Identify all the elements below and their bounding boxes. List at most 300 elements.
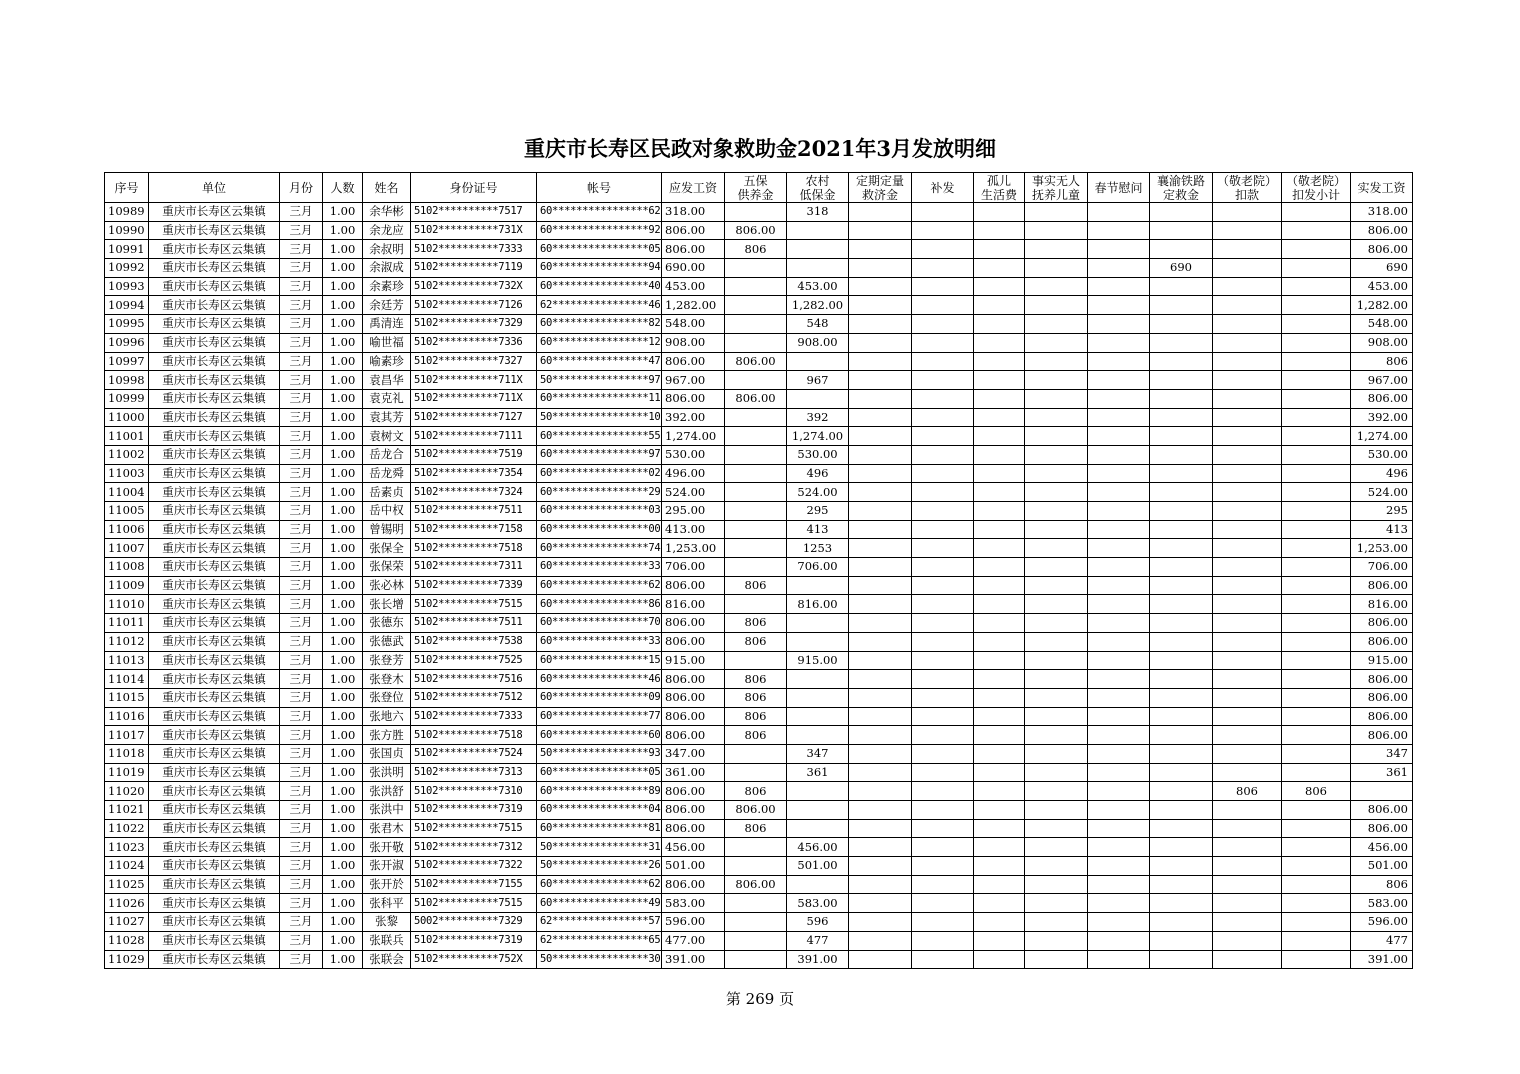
table-cell	[912, 352, 974, 371]
table-cell: 60****************02	[537, 464, 662, 483]
table-cell: 1,282.00	[1351, 296, 1413, 315]
table-cell: 张登位	[363, 688, 411, 707]
table-cell: 三月	[280, 240, 323, 259]
table-cell: 11006	[105, 520, 149, 539]
table-cell	[1025, 408, 1088, 427]
table-cell: 10999	[105, 389, 149, 408]
table-cell: 60****************11	[537, 389, 662, 408]
table-cell: 501.00	[1351, 857, 1413, 876]
table-cell	[912, 203, 974, 222]
table-cell	[1025, 240, 1088, 259]
table-cell: 60****************03	[537, 502, 662, 521]
table-cell: 60****************89	[537, 782, 662, 801]
table-cell	[1282, 614, 1351, 633]
table-cell: 548	[787, 315, 849, 334]
column-header: 事实无人 抚养儿童	[1025, 173, 1088, 203]
table-cell	[974, 558, 1025, 577]
table-cell: 1.00	[323, 483, 363, 502]
column-header: 应发工资	[662, 173, 725, 203]
table-cell	[1213, 576, 1282, 595]
table-cell: 524.00	[1351, 483, 1413, 502]
table-cell: 重庆市长寿区云集镇	[149, 726, 280, 745]
table-cell	[1282, 819, 1351, 838]
table-cell: 张洪舒	[363, 782, 411, 801]
table-cell	[1025, 913, 1088, 932]
table-cell	[849, 502, 912, 521]
table-cell	[725, 763, 787, 782]
table-cell	[1088, 259, 1150, 278]
table-cell: 967	[787, 371, 849, 390]
table-cell: 11016	[105, 707, 149, 726]
table-cell	[974, 408, 1025, 427]
table-cell: 重庆市长寿区云集镇	[149, 371, 280, 390]
table-cell	[1088, 352, 1150, 371]
table-cell	[1150, 389, 1213, 408]
table-cell	[974, 931, 1025, 950]
table-cell: 806.00	[662, 240, 725, 259]
table-cell: 806.00	[725, 389, 787, 408]
table-cell	[912, 371, 974, 390]
table-cell	[1213, 221, 1282, 240]
table-cell: 重庆市长寿区云集镇	[149, 408, 280, 427]
table-cell	[1282, 726, 1351, 745]
table-cell	[912, 950, 974, 969]
table-cell	[849, 389, 912, 408]
table-row	[105, 296, 1413, 315]
table-cell: 361.00	[662, 763, 725, 782]
table-cell	[912, 445, 974, 464]
table-cell: 60****************47	[537, 352, 662, 371]
table-cell: 501.00	[787, 857, 849, 876]
table-row	[105, 371, 1413, 390]
table-cell: 重庆市长寿区云集镇	[149, 894, 280, 913]
table-cell: 1.00	[323, 203, 363, 222]
table-cell	[974, 688, 1025, 707]
table-cell	[912, 277, 974, 296]
table-cell	[912, 651, 974, 670]
table-cell	[1025, 315, 1088, 334]
table-cell	[787, 782, 849, 801]
table-cell: 11024	[105, 857, 149, 876]
table-cell	[1088, 221, 1150, 240]
table-cell	[1282, 558, 1351, 577]
table-cell	[1282, 913, 1351, 932]
table-cell: 1.00	[323, 576, 363, 595]
table-cell: 三月	[280, 763, 323, 782]
table-cell: 706.00	[1351, 558, 1413, 577]
table-cell: 1.00	[323, 595, 363, 614]
table-row	[105, 539, 1413, 558]
table-cell: 60****************15	[537, 651, 662, 670]
table-cell	[1213, 838, 1282, 857]
table-cell: 60****************33	[537, 558, 662, 577]
table-cell	[725, 371, 787, 390]
table-cell	[1025, 651, 1088, 670]
table-cell	[1150, 838, 1213, 857]
table-cell: 三月	[280, 203, 323, 222]
table-cell: 三月	[280, 445, 323, 464]
table-cell: 60****************09	[537, 688, 662, 707]
table-cell: 11013	[105, 651, 149, 670]
table-cell	[849, 221, 912, 240]
table-cell	[974, 838, 1025, 857]
table-cell: 重庆市长寿区云集镇	[149, 277, 280, 296]
table-cell	[1282, 502, 1351, 521]
table-cell: 11004	[105, 483, 149, 502]
table-cell: 重庆市长寿区云集镇	[149, 259, 280, 278]
table-cell: 392.00	[1351, 408, 1413, 427]
table-cell: 806.00	[662, 801, 725, 820]
table-cell	[1088, 763, 1150, 782]
table-cell	[1282, 688, 1351, 707]
table-cell: 806	[725, 688, 787, 707]
table-cell	[1088, 838, 1150, 857]
table-cell: 三月	[280, 707, 323, 726]
table-cell	[1088, 670, 1150, 689]
table-cell: 11015	[105, 688, 149, 707]
column-header: 孤儿 生活费	[974, 173, 1025, 203]
table-cell	[1088, 296, 1150, 315]
table-cell: 5102**********7515	[411, 595, 537, 614]
table-cell	[912, 763, 974, 782]
table-cell	[1025, 427, 1088, 446]
table-cell	[1025, 221, 1088, 240]
table-cell: 5002**********7329	[411, 913, 537, 932]
table-cell: 三月	[280, 614, 323, 633]
table-cell	[974, 520, 1025, 539]
table-cell: 5102**********7319	[411, 931, 537, 950]
table-cell: 5102**********7512	[411, 688, 537, 707]
table-row	[105, 763, 1413, 782]
table-cell: 11007	[105, 539, 149, 558]
table-cell: 10998	[105, 371, 149, 390]
table-cell: 5102**********752X	[411, 950, 537, 969]
table-cell: 5102**********7538	[411, 632, 537, 651]
table-cell	[974, 240, 1025, 259]
table-cell: 11028	[105, 931, 149, 950]
table-cell	[849, 763, 912, 782]
table-cell: 1.00	[323, 371, 363, 390]
table-row	[105, 333, 1413, 352]
table-cell	[1088, 502, 1150, 521]
table-cell	[1025, 445, 1088, 464]
table-cell	[1150, 651, 1213, 670]
table-row	[105, 203, 1413, 222]
table-cell: 5102**********7354	[411, 464, 537, 483]
table-cell	[912, 632, 974, 651]
table-cell: 806.00	[1351, 240, 1413, 259]
table-cell: 5102**********7515	[411, 894, 537, 913]
table-cell	[1282, 277, 1351, 296]
table-cell	[787, 707, 849, 726]
table-cell: 5102**********711X	[411, 371, 537, 390]
table-cell: 张联会	[363, 950, 411, 969]
table-cell: 60****************05	[537, 763, 662, 782]
table-cell	[1088, 483, 1150, 502]
table-cell	[1025, 632, 1088, 651]
table-cell	[974, 726, 1025, 745]
table-cell	[1150, 614, 1213, 633]
table-cell: 11002	[105, 445, 149, 464]
table-cell: 908.00	[662, 333, 725, 352]
table-row	[105, 520, 1413, 539]
table-cell: 三月	[280, 296, 323, 315]
table-cell: 295	[787, 502, 849, 521]
table-cell	[725, 203, 787, 222]
table-cell	[974, 782, 1025, 801]
table-cell	[1213, 819, 1282, 838]
table-cell: 690	[1150, 259, 1213, 278]
table-cell: 5102**********7519	[411, 445, 537, 464]
table-cell: 816.00	[662, 595, 725, 614]
table-cell	[1150, 726, 1213, 745]
table-cell: 11027	[105, 913, 149, 932]
table-cell	[1282, 576, 1351, 595]
table-cell	[912, 894, 974, 913]
table-cell	[1025, 782, 1088, 801]
table-cell	[1282, 857, 1351, 876]
table-cell	[1150, 688, 1213, 707]
table-cell	[974, 445, 1025, 464]
table-cell	[1088, 595, 1150, 614]
table-cell: 5102**********7517	[411, 203, 537, 222]
table-cell	[1088, 371, 1150, 390]
table-cell	[849, 595, 912, 614]
table-cell	[787, 726, 849, 745]
table-cell: 11000	[105, 408, 149, 427]
table-cell: 806	[1213, 782, 1282, 801]
table-cell: 806.00	[1351, 801, 1413, 820]
table-cell: 重庆市长寿区云集镇	[149, 483, 280, 502]
table-cell	[1213, 315, 1282, 334]
table-cell	[787, 259, 849, 278]
table-cell: 295	[1351, 502, 1413, 521]
table-cell: 岳龙舜	[363, 464, 411, 483]
table-cell	[849, 277, 912, 296]
table-cell	[1088, 913, 1150, 932]
table-cell: 50****************93	[537, 744, 662, 763]
table-cell	[1150, 333, 1213, 352]
table-cell	[1150, 670, 1213, 689]
table-cell	[1025, 838, 1088, 857]
table-row	[105, 614, 1413, 633]
table-cell: 5102**********7336	[411, 333, 537, 352]
table-cell: 583.00	[662, 894, 725, 913]
table-cell	[1150, 931, 1213, 950]
table-cell: 1.00	[323, 352, 363, 371]
table-cell: 三月	[280, 595, 323, 614]
table-cell: 1.00	[323, 427, 363, 446]
table-cell: 余廷芳	[363, 296, 411, 315]
table-cell: 806.00	[725, 352, 787, 371]
table-cell: 1.00	[323, 894, 363, 913]
table-cell	[849, 670, 912, 689]
table-cell: 重庆市长寿区云集镇	[149, 333, 280, 352]
table-cell: 三月	[280, 782, 323, 801]
table-cell: 5102**********7312	[411, 838, 537, 857]
table-cell: 62****************65	[537, 931, 662, 950]
table-cell	[1088, 203, 1150, 222]
table-cell	[1025, 277, 1088, 296]
table-cell: 余华彬	[363, 203, 411, 222]
table-cell: 60****************33	[537, 632, 662, 651]
table-cell: 60****************62	[537, 203, 662, 222]
table-cell: 806.00	[662, 576, 725, 595]
table-cell	[1088, 894, 1150, 913]
table-cell: 重庆市长寿区云集镇	[149, 352, 280, 371]
table-row	[105, 445, 1413, 464]
table-cell: 456.00	[787, 838, 849, 857]
table-cell: 530.00	[662, 445, 725, 464]
table-cell	[1025, 931, 1088, 950]
table-cell: 11026	[105, 894, 149, 913]
table-cell: 806.00	[1351, 819, 1413, 838]
table-cell: 1.00	[323, 913, 363, 932]
table-cell	[974, 875, 1025, 894]
table-row	[105, 221, 1413, 240]
table-cell	[787, 576, 849, 595]
table-cell: 三月	[280, 576, 323, 595]
table-cell: 1.00	[323, 389, 363, 408]
table-cell: 456.00	[1351, 838, 1413, 857]
table-cell: 477.00	[662, 931, 725, 950]
table-cell	[912, 315, 974, 334]
table-row	[105, 875, 1413, 894]
table-cell	[1213, 352, 1282, 371]
table-cell: 张必林	[363, 576, 411, 595]
table-cell	[849, 240, 912, 259]
table-cell: 318.00	[662, 203, 725, 222]
table-cell	[725, 296, 787, 315]
table-cell: 5102**********732X	[411, 277, 537, 296]
table-cell	[1025, 539, 1088, 558]
table-cell: 806.00	[1351, 221, 1413, 240]
table-cell: 806	[725, 819, 787, 838]
table-cell: 1.00	[323, 333, 363, 352]
table-cell: 三月	[280, 520, 323, 539]
table-cell	[1150, 782, 1213, 801]
table-cell: 5102**********7327	[411, 352, 537, 371]
column-header: 序号	[105, 173, 149, 203]
table-cell: 三月	[280, 857, 323, 876]
table-cell: 967.00	[662, 371, 725, 390]
table-cell: 1.00	[323, 744, 363, 763]
table-cell	[1282, 931, 1351, 950]
table-cell	[1213, 614, 1282, 633]
table-cell	[912, 296, 974, 315]
table-cell: 三月	[280, 931, 323, 950]
table-cell	[1150, 520, 1213, 539]
table-cell: 1.00	[323, 520, 363, 539]
table-cell: 11012	[105, 632, 149, 651]
table-cell	[912, 838, 974, 857]
table-cell	[849, 688, 912, 707]
table-cell	[1213, 726, 1282, 745]
table-cell	[1150, 352, 1213, 371]
table-cell	[1213, 950, 1282, 969]
table-cell	[1150, 632, 1213, 651]
table-cell: 重庆市长寿区云集镇	[149, 614, 280, 633]
table-cell: 重庆市长寿区云集镇	[149, 595, 280, 614]
table-cell	[787, 632, 849, 651]
table-cell: 583.00	[1351, 894, 1413, 913]
table-cell	[849, 819, 912, 838]
table-cell: 60****************46	[537, 670, 662, 689]
table-cell	[1088, 427, 1150, 446]
table-cell	[1025, 595, 1088, 614]
table-cell: 60****************29	[537, 483, 662, 502]
table-cell: 三月	[280, 950, 323, 969]
table-cell: 重庆市长寿区云集镇	[149, 782, 280, 801]
table-cell	[974, 595, 1025, 614]
table-cell: 张科平	[363, 894, 411, 913]
table-cell	[1282, 333, 1351, 352]
table-cell	[1213, 651, 1282, 670]
table-cell	[912, 427, 974, 446]
table-cell	[1213, 464, 1282, 483]
table-cell: 张洪明	[363, 763, 411, 782]
table-cell	[912, 520, 974, 539]
table-cell: 60****************74	[537, 539, 662, 558]
table-cell: 1.00	[323, 408, 363, 427]
table-cell	[1150, 894, 1213, 913]
table-cell	[1150, 801, 1213, 820]
table-cell	[1088, 688, 1150, 707]
column-header: 人数	[323, 173, 363, 203]
table-cell: 50****************26	[537, 857, 662, 876]
table-cell: 三月	[280, 801, 323, 820]
table-row	[105, 894, 1413, 913]
table-cell: 806.00	[662, 688, 725, 707]
table-cell: 三月	[280, 277, 323, 296]
table-cell: 706.00	[662, 558, 725, 577]
table-cell: 392.00	[662, 408, 725, 427]
table-cell: 三月	[280, 427, 323, 446]
table-cell: 11029	[105, 950, 149, 969]
table-cell: 三月	[280, 352, 323, 371]
table-cell	[849, 333, 912, 352]
table-cell	[912, 502, 974, 521]
table-cell	[974, 632, 1025, 651]
table-cell	[1150, 221, 1213, 240]
table-cell: 重庆市长寿区云集镇	[149, 520, 280, 539]
table-cell: 60****************49	[537, 894, 662, 913]
table-cell: 重庆市长寿区云集镇	[149, 558, 280, 577]
table-cell: 548.00	[662, 315, 725, 334]
table-cell	[1213, 483, 1282, 502]
table-row	[105, 913, 1413, 932]
table-cell: 重庆市长寿区云集镇	[149, 670, 280, 689]
table-cell	[912, 333, 974, 352]
table-cell	[1025, 744, 1088, 763]
table-cell: 重庆市长寿区云集镇	[149, 464, 280, 483]
table-cell: 60****************92	[537, 221, 662, 240]
table-cell	[725, 838, 787, 857]
table-cell: 347	[787, 744, 849, 763]
table-cell: 袁昌华	[363, 371, 411, 390]
table-row	[105, 950, 1413, 969]
table-row	[105, 744, 1413, 763]
table-cell	[849, 632, 912, 651]
table-cell: 张国贞	[363, 744, 411, 763]
table-row	[105, 801, 1413, 820]
table-cell: 余叔明	[363, 240, 411, 259]
table-cell	[849, 651, 912, 670]
table-cell: 806.00	[662, 875, 725, 894]
table-cell: 60****************04	[537, 801, 662, 820]
table-cell	[1088, 333, 1150, 352]
table-cell: 915.00	[1351, 651, 1413, 670]
